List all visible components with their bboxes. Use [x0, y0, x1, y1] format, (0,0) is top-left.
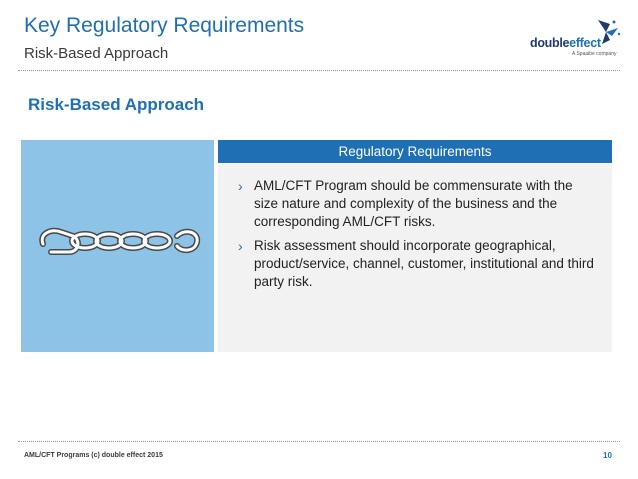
company-logo	[530, 18, 622, 62]
list-item-text: Risk assessment should incorporate geographical, product/service, channel, customer, institutional and third party risk.	[254, 238, 594, 289]
list-item-text: AML/CFT Program should be commensurate with the size nature and complexity of the business and the corresponding AML/CFT risks.	[254, 178, 573, 229]
page-subtitle: Risk-Based Approach	[24, 45, 169, 62]
logo-word-part1: double	[530, 36, 570, 50]
bullet-chevron-icon: ›	[238, 238, 243, 254]
bullet-chevron-icon: ›	[238, 178, 243, 194]
logo-wordmark	[530, 36, 601, 50]
list-item	[238, 237, 598, 291]
requirements-list	[218, 164, 612, 291]
page-number: 10	[603, 451, 612, 460]
logo-word-part2: effect	[569, 36, 601, 50]
broken-chain-image	[21, 140, 214, 352]
list-item	[238, 177, 598, 231]
logo-tagline: A Spaaibe company	[572, 51, 617, 57]
requirements-panel-body	[218, 164, 612, 352]
header-divider	[18, 70, 620, 71]
footer-copyright: AML/CFT Programs (c) double effect 2015	[24, 452, 163, 459]
footer-divider	[18, 441, 620, 442]
broken-chain-icon	[21, 140, 214, 352]
section-heading: Risk-Based Approach	[28, 95, 205, 114]
page-title: Key Regulatory Requirements	[24, 14, 305, 37]
requirements-panel-header: Regulatory Requirements	[218, 140, 612, 163]
